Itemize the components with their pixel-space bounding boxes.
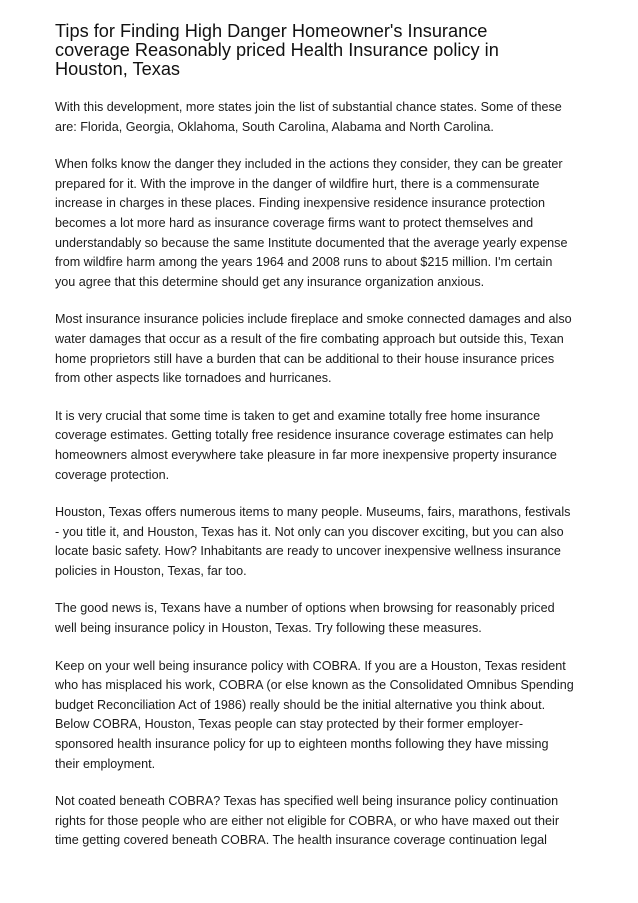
text-line: Houston, Texas offers numerous items to many people. Museums, fairs, marathons, festivals: [55, 505, 571, 520]
text-line: water damages that occur as a result of the fire combating approach but outside this, Texan: [55, 331, 564, 346]
text-line: from other aspects like tornadoes and hurricanes.: [55, 371, 332, 386]
text-line: time getting covered beneath COBRA. The health insurance coverage continuation legal: [55, 833, 547, 848]
paragraph-not-covered: [55, 792, 595, 851]
text-line: are: Florida, Georgia, Oklahoma, South Carolina, Alabama and North Carolina.: [55, 119, 494, 134]
title-line: Houston, Texas: [55, 59, 181, 79]
text-line: budget Reconciliation Act of 1986) really should be the initial alternative you think about.: [55, 697, 546, 712]
text-line: you agree that this determine should get any insurance organization anxious.: [55, 274, 485, 289]
text-line: well being insurance policy in Houston, Texas. Try following these measures.: [55, 621, 482, 636]
text-line: prepared for it. With the improve in the danger of wildfire hurt, there is a commensurate: [55, 176, 540, 191]
text-line: Most insurance insurance policies include fireplace and smoke connected damages and also: [55, 312, 572, 327]
text-line: It is very crucial that some time is taken to get and examine totally free home insurance: [55, 408, 541, 423]
text-line: rights for those people who are either not eligible for COBRA, or who have maxed out their: [55, 813, 560, 828]
paragraph-cobra: [55, 657, 595, 775]
text-line: Below COBRA, Houston, Texas people can stay protected by their former employer-: [55, 717, 524, 732]
text-line: When folks know the danger they included in the actions they consider, they can be greater: [55, 157, 563, 172]
text-line: With this development, more states join the list of substantial chance states. Some of these: [55, 100, 562, 114]
paragraph-good-news: [55, 599, 595, 638]
text-line: from wildfire harm among the years 1964 and 2008 runs to about $215 million. I'm certain: [55, 255, 553, 270]
paragraph-fire-damage: [55, 310, 595, 388]
text-line: understandably so because the same Institute documented that the average yearly expense: [55, 235, 568, 250]
text-line: their employment.: [55, 756, 156, 771]
text-line: Keep on your well being insurance policy with COBRA. If you are a Houston, Texas resident: [55, 658, 566, 673]
text-line: locate basic safety. How? Inhabitants are ready to uncover inexpensive wellness insurance: [55, 544, 561, 559]
text-line: becomes a lot more hard as insurance coverage firms want to protect themselves and: [55, 215, 534, 230]
paragraph-high-risk-states: [55, 98, 595, 137]
title-line: Tips for Finding High Danger Homeowner's Insurance: [55, 21, 488, 41]
text-line: Not coated beneath COBRA? Texas has specified well being insurance policy continuation: [55, 794, 559, 809]
text-line: policies in Houston, Texas, far too.: [55, 563, 247, 578]
text-line: increase in charges in these places. Finding inexpensive residence insurance protection: [55, 196, 546, 211]
text-line: who has misplaced his work, COBRA (or else known as the Consolidated Omnibus Spending: [55, 678, 574, 693]
page-title: [55, 22, 595, 79]
paragraph-houston-offers: [55, 503, 595, 581]
paragraph-free-estimates: [55, 407, 595, 485]
text-line: coverage protection.: [55, 467, 170, 482]
paragraph-wildfire-risk: [55, 155, 595, 292]
text-line: homeowners almost everywhere take pleasure in far more inexpensive property insurance: [55, 447, 557, 462]
text-line: coverage estimates. Getting totally free residence insurance coverage estimates can help: [55, 428, 554, 443]
text-line: sponsored health insurance policy for up to eighteen months following they have missing: [55, 737, 549, 752]
document-page: [55, 22, 595, 869]
title-line: coverage Reasonably priced Health Insurance policy in: [55, 40, 499, 60]
text-line: - you title it, and Houston, Texas has it. Not only can you discover exciting, but you can also: [55, 524, 564, 539]
text-line: home proprietors still have a burden that can be additional to their house insurance prices: [55, 351, 555, 366]
text-line: The good news is, Texans have a number of options when browsing for reasonably priced: [55, 601, 555, 616]
